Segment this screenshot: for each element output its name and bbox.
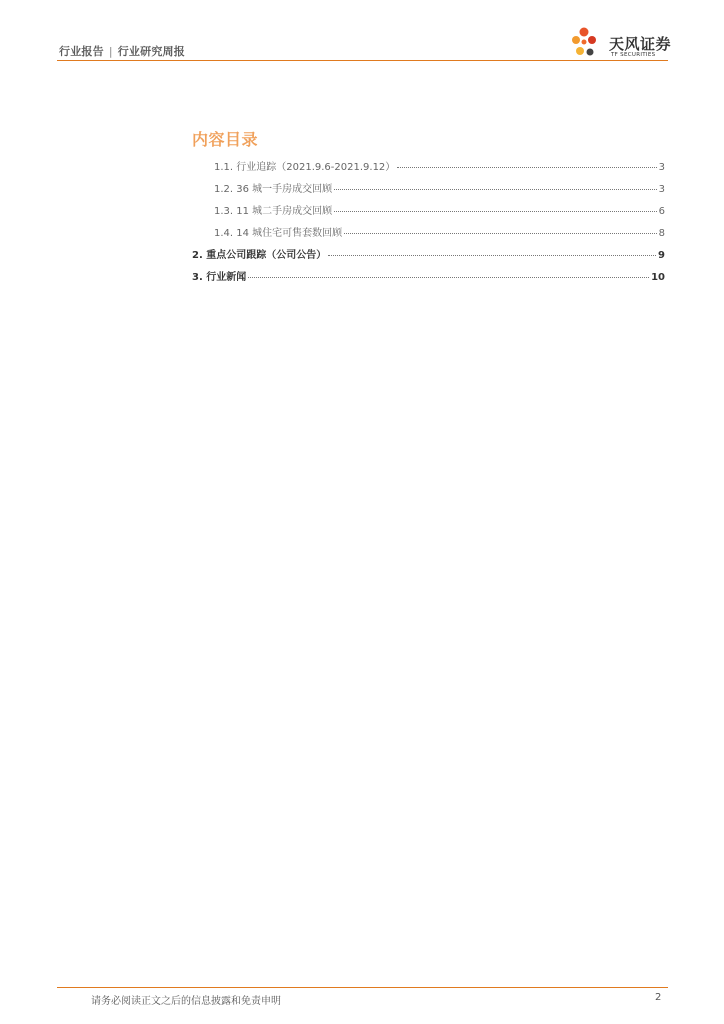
toc-entry-label: 1.1. 行业追踪（2021.9.6-2021.9.12） bbox=[214, 162, 396, 173]
toc-entry-label: 3. 行业新闻 bbox=[192, 272, 247, 283]
toc-leader-dots bbox=[334, 189, 656, 190]
toc-entry-label: 1.4. 14 城住宅可售套数回顾 bbox=[214, 228, 343, 239]
toc-leader-dots bbox=[248, 277, 649, 278]
toc-entry-label: 1.2. 36 城一手房成交回顾 bbox=[214, 184, 333, 195]
toc-entry[interactable] bbox=[214, 180, 665, 195]
toc-leader-dots bbox=[328, 255, 656, 256]
report-header-label bbox=[59, 43, 185, 59]
toc-title: 内容目录 bbox=[192, 130, 259, 149]
toc-entry-page: 3 bbox=[658, 162, 665, 173]
toc-entry[interactable] bbox=[192, 268, 665, 283]
header-divider bbox=[57, 60, 668, 61]
toc-entry-page: 8 bbox=[658, 228, 665, 239]
toc-entry-label: 2. 重点公司跟踪（公司公告） bbox=[192, 250, 327, 261]
toc-entry-page: 9 bbox=[658, 250, 665, 261]
toc-entry-page: 10 bbox=[651, 272, 665, 283]
toc-entry-label: 1.3. 11 城二手房成交回顾 bbox=[214, 206, 333, 217]
toc-entry[interactable] bbox=[214, 202, 665, 217]
toc-leader-dots bbox=[397, 167, 656, 168]
footer-divider bbox=[57, 987, 668, 988]
logo-text-en: TF SECURITIES bbox=[611, 52, 656, 58]
logo-text-cn: 天风证券 bbox=[609, 35, 672, 53]
toc-entry-page: 6 bbox=[658, 206, 665, 217]
page-number: 2 bbox=[655, 992, 662, 1003]
toc-entry[interactable] bbox=[214, 224, 665, 239]
toc-entry[interactable] bbox=[214, 158, 665, 173]
header-separator: | bbox=[108, 44, 113, 58]
toc-leader-dots bbox=[344, 233, 656, 234]
toc-entry-page: 3 bbox=[658, 184, 665, 195]
toc-entry[interactable] bbox=[192, 246, 665, 261]
footer-disclaimer: 请务必阅读正文之后的信息披露和免责申明 bbox=[91, 996, 281, 1007]
report-type: 行业报告 bbox=[59, 45, 104, 58]
toc-leader-dots bbox=[334, 211, 656, 212]
report-subtype: 行业研究周报 bbox=[117, 45, 185, 58]
